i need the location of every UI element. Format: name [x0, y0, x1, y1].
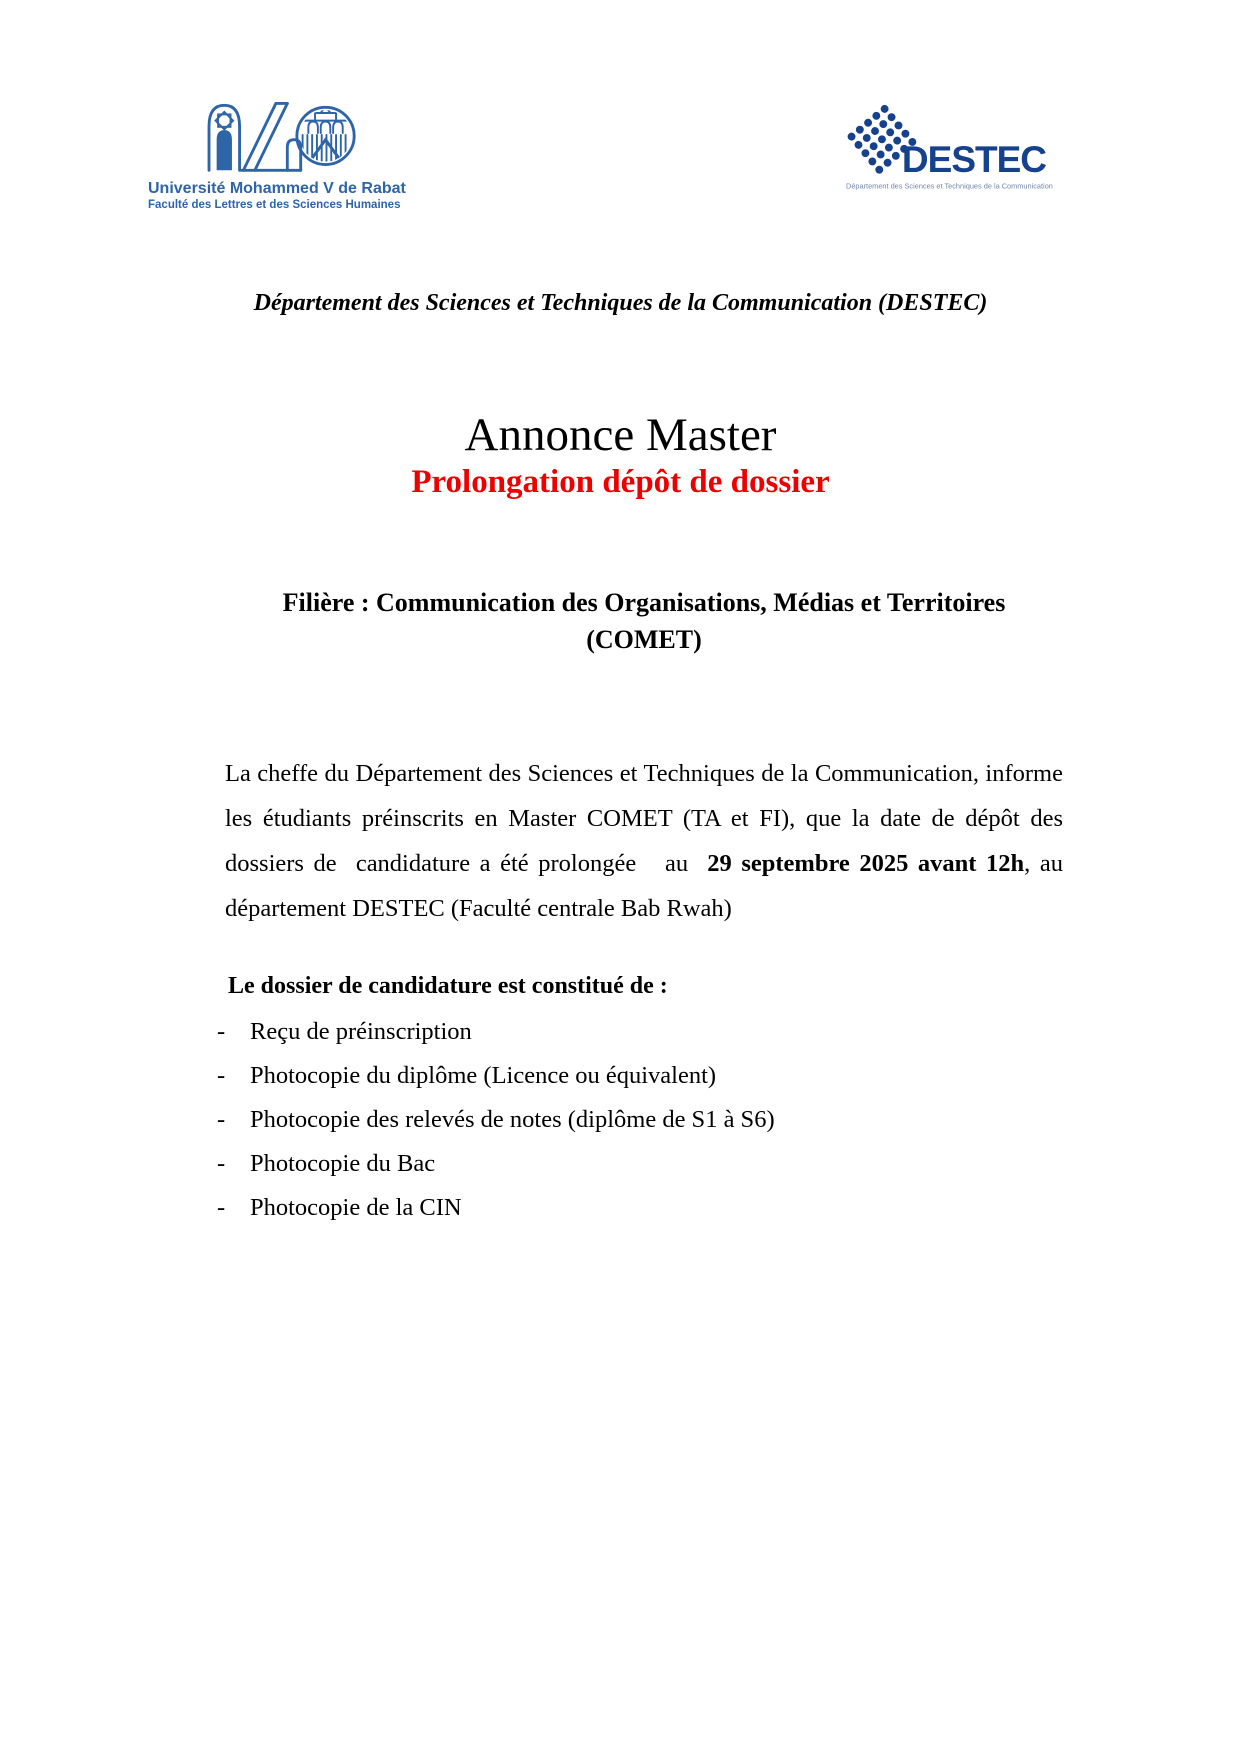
list-item-label: Photocopie des relevés de notes (diplôme de S1 à S6) — [250, 1105, 775, 1133]
dash-bullet: - — [217, 1061, 226, 1089]
list-item-label: Photocopie du Bac — [250, 1149, 436, 1177]
department-title: Département des Sciences et Techniques de la Communication (DESTEC) — [253, 290, 988, 316]
university-emblem-icon — [188, 90, 358, 178]
list-item — [217, 1019, 1063, 1045]
list-item-label: Reçu de préinscription — [250, 1017, 472, 1045]
deadline-bold-text: 29 septembre 2025 avant 12h — [707, 850, 1025, 878]
list-item — [217, 1151, 1063, 1177]
filiere-heading — [225, 584, 1063, 659]
filiere-line2: (COMET) — [586, 625, 702, 655]
paragraph-text-start: La cheffe du Département des Sciences et Techniques de la Communication, informe les étudiants préinscrits en Master COMET (TA et FI), que la date de dépôt des dossiers de candidature a été prolongée au — [225, 760, 1070, 878]
destec-logo — [846, 90, 1053, 191]
list-item-label: Photocopie du diplôme (Licence ou équivalent) — [250, 1061, 717, 1089]
paragraph-text-end: , au département DESTEC (Faculté centrale Bab Rwah) — [225, 850, 1070, 923]
dossier-list — [217, 1019, 1063, 1221]
page-title: Annonce Master — [464, 408, 777, 461]
announcement-paragraph — [225, 751, 1070, 931]
faculty-name: Faculté des Lettres et des Sciences Humaines — [148, 199, 401, 211]
list-item — [217, 1195, 1063, 1221]
university-name: Université Mohammed V de Rabat — [148, 180, 406, 197]
header — [0, 0, 1241, 211]
subtitle: Prolongation dépôt de dossier — [411, 463, 830, 500]
destec-logo-top — [846, 94, 1046, 186]
destec-tagline: Département des Sciences et Techniques de la Communication — [846, 182, 1053, 191]
list-item-label: Photocopie de la CIN — [250, 1193, 462, 1221]
destec-wordmark: DESTEC — [901, 139, 1046, 180]
dash-bullet: - — [217, 1017, 226, 1045]
filiere-line1: Filière : Communication des Organisations, Médias et Territoires — [282, 587, 1006, 617]
dash-bullet: - — [217, 1149, 226, 1177]
list-item — [217, 1107, 1063, 1133]
dash-bullet: - — [217, 1193, 226, 1221]
list-item — [217, 1063, 1063, 1089]
dash-bullet: - — [217, 1105, 226, 1133]
university-logo — [148, 90, 406, 211]
document-body — [217, 584, 1070, 1221]
dossier-heading: Le dossier de candidature est constitué de : — [228, 973, 668, 1000]
